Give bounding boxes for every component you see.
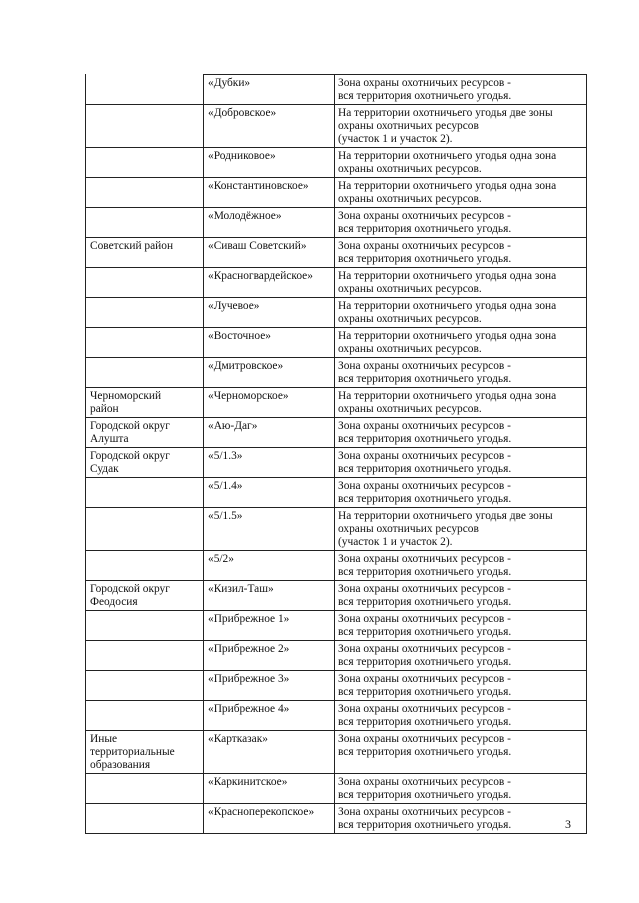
district-line: Судак [90,463,119,475]
protection-zone-line: (участок 1 и участок 2). [338,133,453,145]
hunting-ground-name: «Лучевое» [208,300,260,312]
hunting-ground-name: «Сиваш Советский» [208,240,307,252]
table-row [86,75,587,105]
hunting-ground-name: «Красноперекопское» [208,806,315,818]
protection-zone-line: охраны охотничьих ресурсов. [338,403,482,415]
protection-zone-cell [335,611,587,641]
hunting-ground-name: «Дмитровское» [208,360,284,372]
protection-zone-line: Зона охраны охотничьих ресурсов - [338,210,511,222]
protection-zone-line: вся территория охотничьего угодья. [338,819,512,831]
district-cell [86,448,204,478]
protection-zone-line: Зона охраны охотничьих ресурсов - [338,733,511,745]
table-row [86,551,587,581]
protection-zone-line: На территории охотничьего угодья одна зона [338,270,557,282]
hunting-ground-name: «Прибрежное 4» [208,703,290,715]
protection-zone-line: охраны охотничьих ресурсов. [338,313,482,325]
protection-zone-line: Зона охраны охотничьих ресурсов - [338,583,511,595]
protection-zone-line: вся территория охотничьего угодья. [338,90,512,102]
district-cell [86,268,204,298]
protection-zone-line: охраны охотничьих ресурсов. [338,163,482,175]
table-row [86,804,587,834]
district-cell [86,731,204,774]
hunting-ground-name: «Молодёжное» [208,210,282,222]
district-line: Алушта [90,433,129,445]
hunting-ground-name-cell [204,551,335,581]
district-cell [86,551,204,581]
protection-zone-line: Зона охраны охотничьих ресурсов - [338,450,511,462]
table-body [86,75,587,834]
protection-zone-cell [335,268,587,298]
hunting-ground-name-cell [204,388,335,418]
district-cell [86,611,204,641]
hunting-ground-name: «Прибрежное 3» [208,673,290,685]
district-cell [86,208,204,238]
table-row [86,478,587,508]
protection-zone-line: На территории охотничьего угодья одна зона [338,150,557,162]
hunting-ground-name: «Прибрежное 1» [208,613,290,625]
district-line: Иные [90,733,118,745]
hunting-ground-name-cell [204,75,335,105]
protection-zone-line: вся территория охотничьего угодья. [338,433,512,445]
protection-zone-line: вся территория охотничьего угодья. [338,789,512,801]
protection-zone-line: На территории охотничьего угодья одна зона [338,180,557,192]
protection-zone-cell [335,418,587,448]
protection-zone-line: вся территория охотничьего угодья. [338,253,512,265]
protection-zone-line: охраны охотничьих ресурсов. [338,283,482,295]
protection-zone-line: Зона охраны охотничьих ресурсов - [338,420,511,432]
hunting-ground-name: «Кизил-Таш» [208,583,274,595]
protection-zone-cell [335,208,587,238]
protection-zone-line: вся территория охотничьего угодья. [338,493,512,505]
table-row [86,731,587,774]
hunting-ground-name: «Родниковое» [208,150,276,162]
protection-zone-line: На территории охотничьего угодья две зоны [338,510,553,522]
table-row [86,581,587,611]
district-line: Феодосия [90,596,138,608]
hunting-ground-name: «Аю-Даг» [208,420,258,432]
table-row [86,148,587,178]
protection-zone-line: вся территория охотничьего угодья. [338,626,512,638]
hunting-ground-name-cell [204,268,335,298]
table-row [86,611,587,641]
protection-zone-cell [335,551,587,581]
protection-zone-line: вся территория охотничьего угодья. [338,686,512,698]
hunting-ground-name: «Восточное» [208,330,271,342]
protection-zone-cell [335,238,587,268]
protection-zone-line: вся территория охотничьего угодья. [338,566,512,578]
district-cell [86,701,204,731]
table-row [86,268,587,298]
district-cell [86,75,204,105]
hunting-ground-name: «Константиновское» [208,180,309,192]
protection-zone-cell [335,388,587,418]
protection-zone-line: вся территория охотничьего угодья. [338,656,512,668]
district-line: район [90,403,119,415]
protection-zone-line: вся территория охотничьего угодья. [338,716,512,728]
protection-zone-line: На территории охотничьего угодья две зоны [338,107,553,119]
hunting-ground-name-cell [204,611,335,641]
hunting-ground-name-cell [204,105,335,148]
table-row [86,238,587,268]
protection-zone-cell [335,75,587,105]
hunting-ground-name: «Картказак» [208,733,268,745]
hunting-ground-name: «Красногвардейское» [208,270,313,282]
hunting-ground-name-cell [204,581,335,611]
protection-zone-cell [335,358,587,388]
hunting-ground-name-cell [204,178,335,208]
protection-zone-line: Зона охраны охотничьих ресурсов - [338,673,511,685]
hunting-ground-name: «Черноморское» [208,390,289,402]
district-line: Советский район [90,240,174,252]
district-cell [86,671,204,701]
district-cell [86,774,204,804]
district-cell [86,238,204,268]
hunting-ground-name-cell [204,208,335,238]
page-number: 3 [565,817,571,831]
hunting-ground-name: «Каркинитское» [208,776,288,788]
district-cell [86,298,204,328]
protection-zone-line: Зона охраны охотничьих ресурсов - [338,240,511,252]
table-row [86,508,587,551]
protection-zone-line: Зона охраны охотничьих ресурсов - [338,77,511,89]
table-row [86,641,587,671]
protection-zone-line: Зона охраны охотничьих ресурсов - [338,643,511,655]
protection-zone-cell [335,478,587,508]
table-row [86,774,587,804]
district-line: образования [90,759,151,771]
district-cell [86,178,204,208]
protection-zone-line: вся территория охотничьего угодья. [338,373,512,385]
hunting-grounds-table [85,74,587,834]
protection-zone-cell [335,804,587,834]
protection-zone-cell [335,581,587,611]
table-row [86,388,587,418]
protection-zone-line: Зона охраны охотничьих ресурсов - [338,360,511,372]
hunting-ground-name-cell [204,641,335,671]
protection-zone-cell [335,641,587,671]
protection-zone-line: Зона охраны охотничьих ресурсов - [338,480,511,492]
protection-zone-cell [335,671,587,701]
hunting-ground-name: «5/1.5» [208,510,243,522]
protection-zone-cell [335,774,587,804]
hunting-ground-name-cell [204,804,335,834]
protection-zone-line: вся территория охотничьего угодья. [338,596,512,608]
district-cell [86,148,204,178]
protection-zone-line: Зона охраны охотничьих ресурсов - [338,553,511,565]
hunting-ground-name-cell [204,478,335,508]
protection-zone-line: охраны охотничьих ресурсов. [338,193,482,205]
hunting-ground-name: «5/1.3» [208,450,243,462]
table-row [86,298,587,328]
district-cell [86,105,204,148]
hunting-ground-name-cell [204,448,335,478]
district-line: Городской округ [90,450,170,462]
protection-zone-cell [335,178,587,208]
district-line: Городской округ [90,420,170,432]
protection-zone-line: охраны охотничьих ресурсов [338,120,479,132]
table-row [86,105,587,148]
protection-zone-line: Зона охраны охотничьих ресурсов - [338,613,511,625]
district-cell [86,418,204,448]
table-row [86,418,587,448]
protection-zone-cell [335,328,587,358]
hunting-ground-name-cell [204,671,335,701]
protection-zone-cell [335,148,587,178]
hunting-ground-name-cell [204,508,335,551]
district-line: Городской округ [90,583,170,595]
protection-zone-cell [335,298,587,328]
district-cell [86,804,204,834]
district-line: Черноморский [90,390,162,402]
hunting-ground-name-cell [204,148,335,178]
district-cell [86,328,204,358]
protection-zone-cell [335,731,587,774]
protection-zone-line: На территории охотничьего угодья одна зона [338,390,557,402]
protection-zone-line: Зона охраны охотничьих ресурсов - [338,703,511,715]
table-row [86,448,587,478]
protection-zone-line: На территории охотничьего угодья одна зона [338,300,557,312]
hunting-ground-name: «Прибрежное 2» [208,643,290,655]
protection-zone-line: вся территория охотничьего угодья. [338,746,512,758]
protection-zone-line: вся территория охотничьего угодья. [338,223,512,235]
hunting-ground-name: «5/1.4» [208,480,243,492]
protection-zone-cell [335,448,587,478]
table-row [86,178,587,208]
hunting-ground-name: «Добровское» [208,107,277,119]
protection-zone-line: охраны охотничьих ресурсов [338,523,479,535]
table-row [86,358,587,388]
protection-zone-line: (участок 1 и участок 2). [338,536,453,548]
hunting-ground-name: «Дубки» [208,77,251,89]
hunting-ground-name-cell [204,328,335,358]
protection-zone-cell [335,105,587,148]
district-cell [86,508,204,551]
hunting-ground-name-cell [204,298,335,328]
table-row [86,208,587,238]
district-cell [86,388,204,418]
district-cell [86,358,204,388]
table-row [86,328,587,358]
protection-zone-line: Зона охраны охотничьих ресурсов - [338,776,511,788]
protection-zone-line: На территории охотничьего угодья одна зона [338,330,557,342]
hunting-ground-name-cell [204,238,335,268]
table-row [86,671,587,701]
hunting-ground-name-cell [204,358,335,388]
hunting-ground-name-cell [204,774,335,804]
district-line: территориальные [90,746,175,758]
district-cell [86,581,204,611]
protection-zone-line: охраны охотничьих ресурсов. [338,343,482,355]
protection-zone-line: вся территория охотничьего угодья. [338,463,512,475]
table-row [86,701,587,731]
protection-zone-line: Зона охраны охотничьих ресурсов - [338,806,511,818]
hunting-ground-name: «5/2» [208,553,234,565]
protection-zone-cell [335,701,587,731]
protection-zone-cell [335,508,587,551]
hunting-ground-name-cell [204,701,335,731]
hunting-ground-name-cell [204,731,335,774]
hunting-ground-name-cell [204,418,335,448]
district-cell [86,641,204,671]
district-cell [86,478,204,508]
